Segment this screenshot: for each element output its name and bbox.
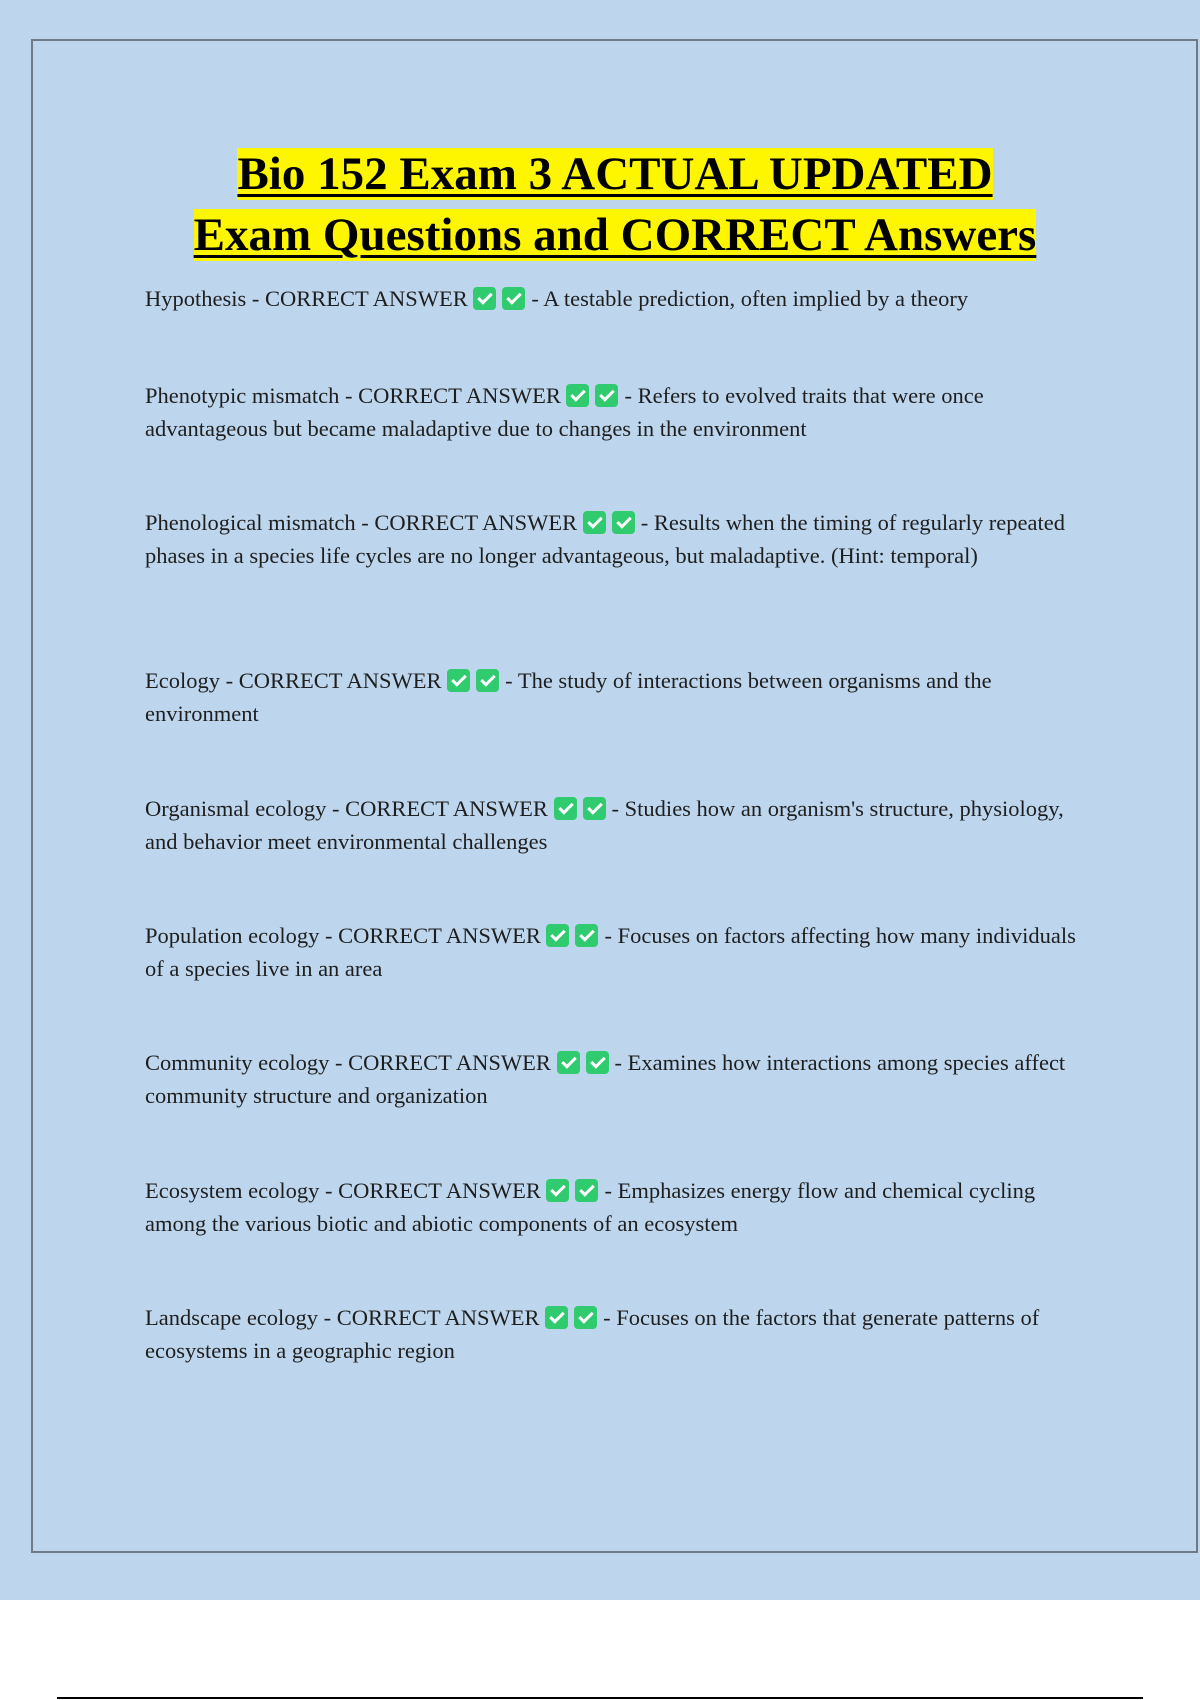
term: Phenotypic mismatch [145, 383, 340, 408]
title-line-1: Bio 152 Exam 3 ACTUAL UPDATED [237, 148, 993, 200]
green-checkmark-icon [575, 1179, 598, 1202]
qa-entry: Community ecology - CORRECT ANSWER - Examines how interactions among species affect community structure and organization [145, 1050, 1066, 1108]
green-checkmark-icon [586, 1051, 609, 1074]
definition: Focuses on the factors that generate patterns of ecosystems in a geographic region [145, 1305, 1040, 1363]
green-checkmark-icon [574, 1306, 597, 1329]
qa-entry: Phenological mismatch - CORRECT ANSWER - Results when the timing of regularly repeated phases in a species life cycles are no longer advantageous, but maladaptive. (Hint: temporal) [145, 510, 1065, 568]
term: Hypothesis [145, 286, 247, 311]
green-checkmark-icon [545, 1306, 568, 1329]
green-checkmark-icon [575, 924, 598, 947]
footer-divider [57, 1697, 1143, 1699]
definition: Results when the timing of regularly repeated phases in a species life cycles are no longer advantageous, but maladaptive. (Hint: temporal) [145, 510, 1065, 568]
green-checkmark-icon [557, 1051, 580, 1074]
definition: A testable prediction, often implied by a theory [543, 286, 969, 311]
green-checkmark-icon [554, 797, 577, 820]
definition: Emphasizes energy flow and chemical cycling among the various biotic and abiotic components of an ecosystem [145, 1178, 1036, 1236]
document-title [100, 144, 1130, 266]
qa-entry: Ecosystem ecology - CORRECT ANSWER - Emphasizes energy flow and chemical cycling among the various biotic and abiotic components of an ecosystem [145, 1178, 1036, 1236]
answer-marker: CORRECT ANSWER [358, 383, 561, 408]
green-checkmark-icon [546, 924, 569, 947]
answer-marker: CORRECT ANSWER [265, 286, 468, 311]
qa-entry: Population ecology - CORRECT ANSWER - Focuses on factors affecting how many individuals of a species live in an area [145, 923, 1076, 981]
definition: Refers to evolved traits that were once advantageous but became maladaptive due to changes in the environment [145, 383, 984, 441]
term: Ecology [145, 668, 220, 693]
green-checkmark-icon [447, 669, 470, 692]
green-checkmark-icon [595, 384, 618, 407]
definition: The study of interactions between organisms and the environment [145, 668, 992, 726]
term: Landscape ecology [145, 1305, 319, 1330]
answer-marker: CORRECT ANSWER [374, 510, 578, 535]
answer-marker: CORRECT ANSWER [338, 923, 541, 948]
term: Community ecology [145, 1050, 330, 1075]
definition: Studies how an organism's structure, physiology, and behavior meet environmental challenges [145, 796, 1064, 854]
definition: Examines how interactions among species affect community structure and organization [145, 1050, 1066, 1108]
answer-marker: CORRECT ANSWER [336, 1305, 540, 1330]
term: Population ecology [145, 923, 320, 948]
qa-entry: Ecology - CORRECT ANSWER - The study of interactions between organisms and the environment [145, 668, 992, 726]
term: Ecosystem ecology [145, 1178, 320, 1203]
qa-entry: Organismal ecology - CORRECT ANSWER - Studies how an organism's structure, physiology, and behavior meet environmental challenges [145, 796, 1064, 854]
green-checkmark-icon [473, 287, 496, 310]
qa-entry: Hypothesis - CORRECT ANSWER - A testable prediction, often implied by a theory [145, 286, 969, 311]
green-checkmark-icon [502, 287, 525, 310]
answer-marker: CORRECT ANSWER [238, 668, 442, 693]
definition: Focuses on factors affecting how many individuals of a species live in an area [145, 923, 1076, 981]
answer-marker: CORRECT ANSWER [348, 1050, 551, 1075]
term: Phenological mismatch [145, 510, 356, 535]
green-checkmark-icon [566, 384, 589, 407]
term: Organismal ecology [145, 796, 327, 821]
qa-entry: Phenotypic mismatch - CORRECT ANSWER - Refers to evolved traits that were once advantageous but became maladaptive due to changes in the environment [145, 383, 984, 441]
answer-marker: CORRECT ANSWER [338, 1178, 541, 1203]
green-checkmark-icon [583, 797, 606, 820]
qa-entry: Landscape ecology - CORRECT ANSWER - Focuses on the factors that generate patterns of ecosystems in a geographic region [145, 1305, 1040, 1363]
green-checkmark-icon [476, 669, 499, 692]
title-line-2: Exam Questions and CORRECT Answers [193, 209, 1037, 261]
green-checkmark-icon [612, 511, 635, 534]
green-checkmark-icon [546, 1179, 569, 1202]
green-checkmark-icon [583, 511, 606, 534]
answer-marker: CORRECT ANSWER [345, 796, 548, 821]
